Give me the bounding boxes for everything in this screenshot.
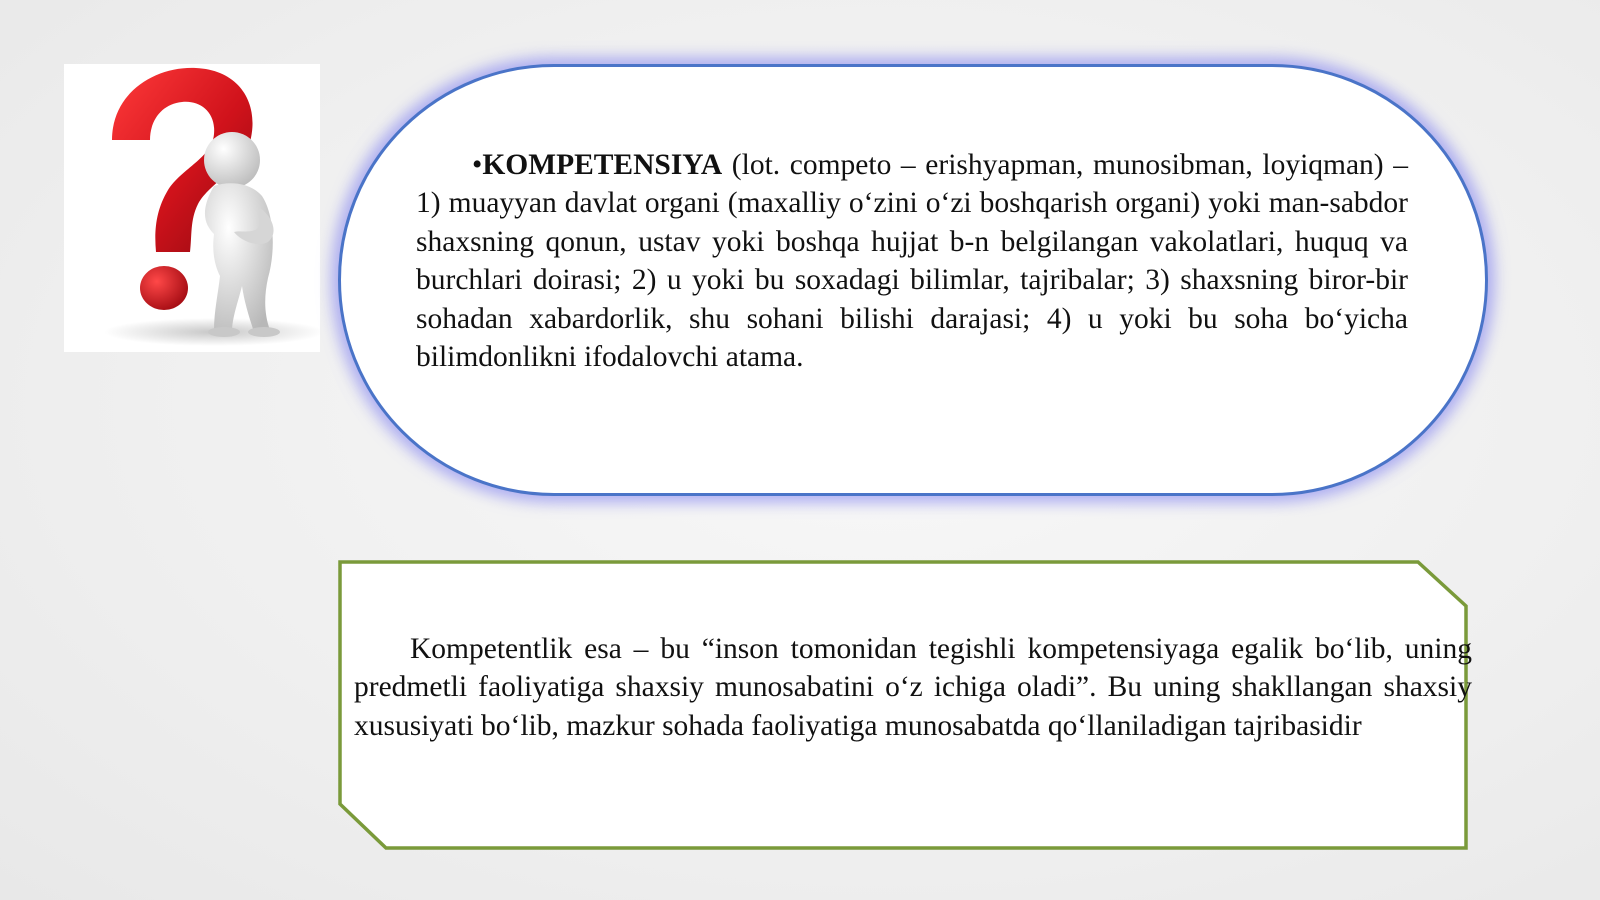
question-mark-figure-image [64,64,320,352]
definition-body: (lot. competo – erishyapman, munosibman, loyiqman) – 1) muayyan davlat organi (maxalliy o‘zini o‘zi boshqarish organi) yoki man-sabdor shaxsning qonun, ustav yoki boshqa hujjat b-n belgilangan vakolatlari, huquq va burchlari doirasi; 2) u yoki bu soxadagi bilimlar, tajribalar; 3) shaxsning biror-bir sohadan xabardorlik, shu sohani bilishi darajasi; 4) u yoki bu soha bo‘yicha bilimdonlikni ifodalovchi atama. [416,149,1408,374]
note-text: Kompetentlik esa – bu “inson tomonidan tegishli kompetensiyaga egalik bo‘lib, uning predmetli faoliyatiga shaxsiy munosabatini o‘z ichiga oladi”. Bu uning shakllangan shaxsiy xususiyati bo‘lib, mazkur sohada faoliyatiga munosabatda qo‘llaniladigan tajribasidir [354,633,1472,742]
question-mark-figure-icon [64,64,320,352]
definition-term: KOMPETENSIYA [482,149,723,181]
definition-text [416,146,1408,376]
definition-bullet: • [472,149,483,181]
